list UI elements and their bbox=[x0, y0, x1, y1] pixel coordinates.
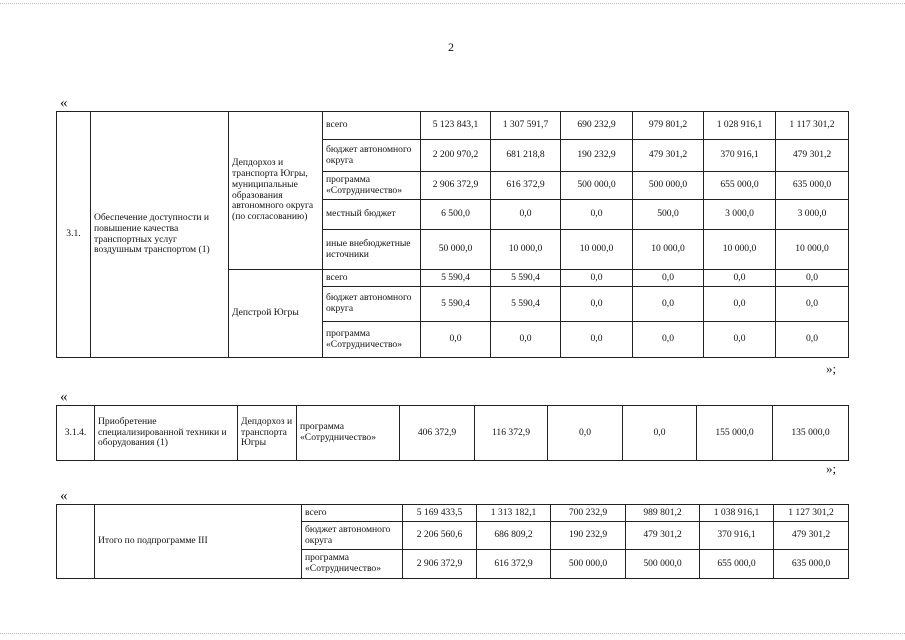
value-cell: 655 000,0 bbox=[700, 550, 774, 579]
scan-artifact-top bbox=[0, 3, 905, 5]
funding-source: программа «Сотрудничество» bbox=[302, 550, 403, 579]
executor: Депдорхоз и транспорта Югры bbox=[238, 406, 297, 461]
value-cell: 5 123 843,1 bbox=[421, 112, 491, 140]
value-cell: 10 000,0 bbox=[633, 230, 704, 270]
value-cell: 5 169 433,5 bbox=[403, 505, 477, 522]
value-cell: 0,0 bbox=[491, 200, 561, 230]
value-cell: 190 232,9 bbox=[561, 140, 633, 172]
value-cell: 0,0 bbox=[421, 322, 491, 358]
value-cell: 6 500,0 bbox=[421, 200, 491, 230]
value-cell: 2 906 372,9 bbox=[403, 550, 477, 579]
value-cell: 0,0 bbox=[776, 270, 849, 287]
row-index: 3.1. bbox=[57, 112, 91, 358]
opening-quote: « bbox=[60, 389, 68, 405]
value-cell: 0,0 bbox=[561, 200, 633, 230]
value-cell: 10 000,0 bbox=[491, 230, 561, 270]
value-cell: 700 232,9 bbox=[551, 505, 626, 522]
measure-name: Приобретение специализированной техники и оборудования (1) bbox=[95, 406, 238, 461]
value-cell: 155 000,0 bbox=[697, 406, 773, 461]
value-cell: 1 038 916,1 bbox=[700, 505, 774, 522]
value-cell: 0,0 bbox=[704, 287, 776, 322]
value-cell: 681 218,8 bbox=[491, 140, 561, 172]
table-subtotal bbox=[56, 504, 849, 579]
value-cell: 616 372,9 bbox=[491, 172, 561, 200]
value-cell: 3 000,0 bbox=[704, 200, 776, 230]
value-cell: 370 916,1 bbox=[700, 522, 774, 550]
funding-source: всего bbox=[323, 270, 421, 287]
opening-quote: « bbox=[60, 95, 68, 111]
value-cell: 479 301,2 bbox=[774, 522, 849, 550]
table-3-1 bbox=[56, 111, 849, 358]
value-cell: 0,0 bbox=[776, 287, 849, 322]
value-cell: 50 000,0 bbox=[421, 230, 491, 270]
funding-source: программа «Сотрудничество» bbox=[323, 172, 421, 200]
value-cell: 2 906 372,9 bbox=[421, 172, 491, 200]
funding-source: иные внебюджетные источники bbox=[323, 230, 421, 270]
value-cell: 989 801,2 bbox=[626, 505, 700, 522]
funding-source: местный бюджет bbox=[323, 200, 421, 230]
executor: Депстрой Югры bbox=[229, 270, 323, 358]
scan-artifact-bottom bbox=[0, 633, 905, 635]
value-cell: 686 809,2 bbox=[477, 522, 551, 550]
page-number: 2 bbox=[448, 40, 454, 54]
value-cell: 5 590,4 bbox=[491, 270, 561, 287]
value-cell: 370 916,1 bbox=[704, 140, 776, 172]
value-cell: 135 000,0 bbox=[773, 406, 849, 461]
value-cell: 0,0 bbox=[623, 406, 697, 461]
value-cell: 500 000,0 bbox=[551, 550, 626, 579]
value-cell: 0,0 bbox=[561, 270, 633, 287]
value-cell: 479 301,2 bbox=[776, 140, 849, 172]
opening-quote: « bbox=[60, 488, 68, 504]
value-cell: 1 313 182,1 bbox=[477, 505, 551, 522]
value-cell: 10 000,0 bbox=[704, 230, 776, 270]
value-cell: 500 000,0 bbox=[633, 172, 704, 200]
value-cell: 479 301,2 bbox=[626, 522, 700, 550]
value-cell: 0,0 bbox=[704, 322, 776, 358]
value-cell: 2 200 970,2 bbox=[421, 140, 491, 172]
value-cell: 0,0 bbox=[633, 322, 704, 358]
value-cell: 5 590,4 bbox=[421, 270, 491, 287]
value-cell: 0,0 bbox=[776, 322, 849, 358]
funding-source: бюджет автономного округа bbox=[302, 522, 403, 550]
value-cell: 2 206 560,6 bbox=[403, 522, 477, 550]
value-cell: 500,0 bbox=[633, 200, 704, 230]
value-cell: 10 000,0 bbox=[561, 230, 633, 270]
closing-quote: »; bbox=[826, 361, 837, 376]
funding-source: программа «Сотрудничество» bbox=[323, 322, 421, 358]
value-cell: 1 028 916,1 bbox=[704, 112, 776, 140]
value-cell: 3 000,0 bbox=[776, 200, 849, 230]
value-cell: 10 000,0 bbox=[776, 230, 849, 270]
value-cell: 635 000,0 bbox=[776, 172, 849, 200]
funding-source: всего bbox=[323, 112, 421, 140]
value-cell: 0,0 bbox=[561, 322, 633, 358]
value-cell: 406 372,9 bbox=[400, 406, 475, 461]
value-cell: 616 372,9 bbox=[477, 550, 551, 579]
executor: Депдорхоз и транспорта Югры, муниципальные образования автономного округа (по согласованию) bbox=[229, 112, 323, 270]
value-cell: 0,0 bbox=[491, 322, 561, 358]
value-cell: 479 301,2 bbox=[633, 140, 704, 172]
value-cell: 5 590,4 bbox=[491, 287, 561, 322]
value-cell: 655 000,0 bbox=[704, 172, 776, 200]
value-cell: 0,0 bbox=[561, 287, 633, 322]
table-row bbox=[57, 406, 849, 461]
funding-source: всего bbox=[302, 505, 403, 522]
value-cell: 0,0 bbox=[548, 406, 623, 461]
value-cell: 500 000,0 bbox=[561, 172, 633, 200]
value-cell: 1 127 301,2 bbox=[774, 505, 849, 522]
funding-source: бюджет автономного округа bbox=[323, 287, 421, 322]
funding-source: программа «Сотрудничество» bbox=[297, 406, 400, 461]
value-cell: 0,0 bbox=[633, 287, 704, 322]
value-cell: 979 801,2 bbox=[633, 112, 704, 140]
empty-index-cell bbox=[57, 505, 95, 579]
value-cell: 5 590,4 bbox=[421, 287, 491, 322]
measure-name: Обеспечение доступности и повышение качества транспортных услуг воздушным транспортом (1) bbox=[91, 112, 229, 358]
value-cell: 1 307 591,7 bbox=[491, 112, 561, 140]
value-cell: 0,0 bbox=[704, 270, 776, 287]
subtotal-label: Итого по подпрограмме III bbox=[95, 505, 302, 579]
funding-source: бюджет автономного округа bbox=[323, 140, 421, 172]
value-cell: 0,0 bbox=[633, 270, 704, 287]
value-cell: 635 000,0 bbox=[774, 550, 849, 579]
table-row bbox=[57, 112, 849, 140]
row-index: 3.1.4. bbox=[57, 406, 95, 461]
value-cell: 116 372,9 bbox=[475, 406, 548, 461]
closing-quote: »; bbox=[826, 461, 837, 476]
table-row bbox=[57, 505, 849, 522]
value-cell: 190 232,9 bbox=[551, 522, 626, 550]
table-3-1-4 bbox=[56, 405, 849, 461]
value-cell: 500 000,0 bbox=[626, 550, 700, 579]
value-cell: 690 232,9 bbox=[561, 112, 633, 140]
value-cell: 1 117 301,2 bbox=[776, 112, 849, 140]
